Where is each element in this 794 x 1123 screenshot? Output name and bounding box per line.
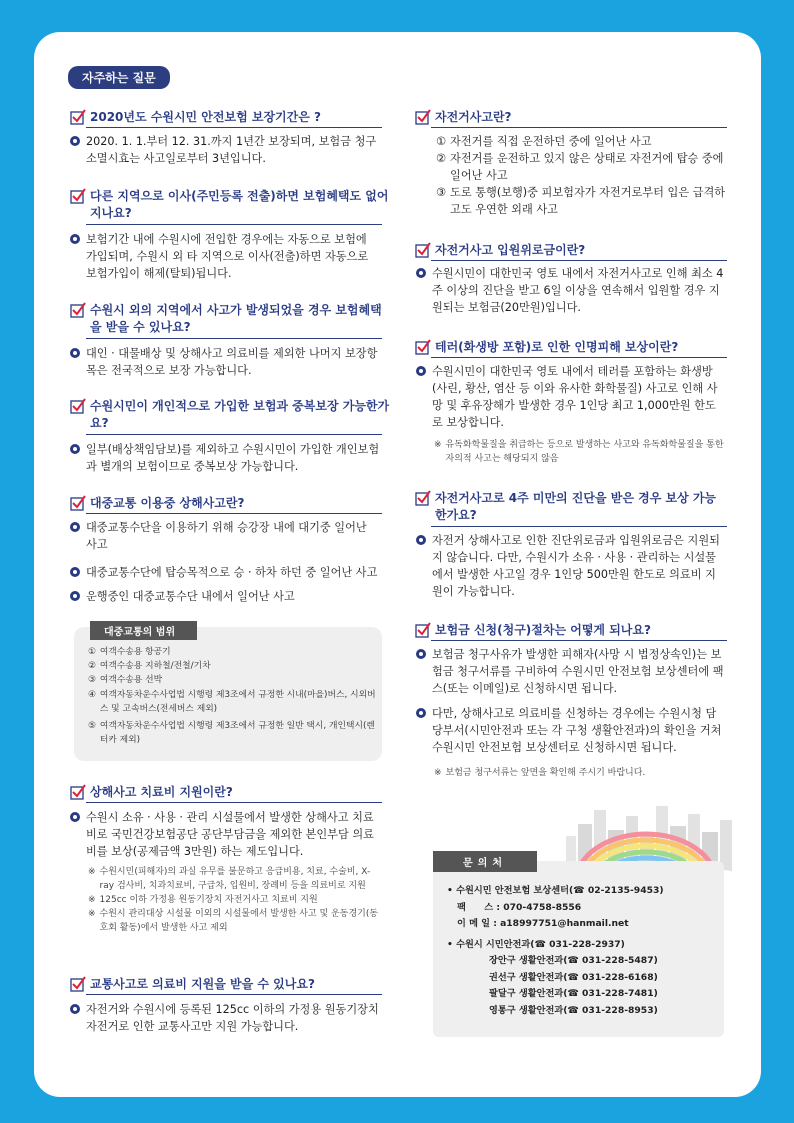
- scope-list: [88, 645, 378, 747]
- divider: [86, 994, 382, 995]
- answer: [70, 809, 380, 860]
- check-icon: [415, 490, 431, 506]
- list-item: ① 여객수송용 항공기: [88, 647, 171, 657]
- check-icon: [70, 495, 86, 511]
- divider: [431, 127, 727, 128]
- check-icon: [70, 302, 86, 318]
- contact-ward: 팔달구 생활안전과(☎ 031-228-7481): [489, 988, 658, 999]
- divider: [431, 260, 727, 261]
- list-item: ⑤ 여객자동차운수사업법 시행령 제3조에서 규정한 일반 택시, 개인택시(렌터카 제외): [88, 721, 375, 745]
- bullet-icon: [416, 649, 426, 659]
- answer-text: 대인 · 대물배상 및 상해사고 의료비를 제외한 나머지 보장항목은 전국적으로 보장 가능합니다.: [86, 347, 378, 377]
- answer: [70, 133, 380, 167]
- question-text: 수원시민이 개인적으로 가입한 보험과 중복보장 가능한가요?: [90, 399, 390, 430]
- check-icon: [415, 622, 431, 638]
- note: ※ 수원시민(피해자)의 과실 유무를 불문하고 응급비용, 치료, 수술비, X-ray 검사비, 치과치료비, 구급차, 입원비, 장례비 등을 의료비로 지원: [88, 867, 371, 891]
- divider: [431, 526, 727, 527]
- answer: [70, 1001, 380, 1035]
- divider: [431, 357, 727, 358]
- divider: [431, 640, 727, 641]
- answer: [70, 588, 380, 605]
- bullet-icon: [416, 268, 426, 278]
- answer-text: 대중교통수단에 탑승목적으로 승 · 하차 하던 중 일어난 사고: [86, 566, 378, 579]
- question-heading: [70, 398, 390, 432]
- contact-ward: 영통구 생활안전과(☎ 031-228-8953): [489, 1004, 658, 1016]
- bullet-icon: [70, 444, 80, 454]
- note: ※ 수원시 관리대상 시설물 이외의 시설물에서 발생한 사고 및 운동경기(동호회 활동)에서 발생한 사고 제외: [88, 909, 379, 933]
- divider: [86, 802, 382, 803]
- list-item: ③ 여객수송용 선박: [88, 675, 163, 685]
- note: ※ 125cc 이하 가정용 원동기장치 자전거사고 치료비 지원: [88, 895, 318, 905]
- page-sheet: [34, 32, 761, 1097]
- check-icon: [70, 398, 86, 414]
- answer: [416, 705, 726, 756]
- bullet-icon: [416, 535, 426, 545]
- answer: [70, 519, 380, 553]
- question-text: 자전거사고란?: [435, 110, 512, 124]
- question-text: 자전거사고로 4주 미만의 진단을 받은 경우 보상 가능한가요?: [435, 491, 717, 522]
- check-icon: [70, 109, 86, 125]
- divider: [86, 513, 382, 514]
- answer-text: 다만, 상해사고로 의료비를 신청하는 경우에는 수원시청 담당부서(시민안전과 또는 각 구청 생활안전과)의 확인을 거쳐 수원시민 안전보험 보상센터로 신청하시면 됩니다.: [432, 707, 722, 754]
- answer-text: 일부(배상책임담보)를 제외하고 수원시민이 가입한 개인보험과 별개의 보험이므로 중복보상 가능합니다.: [86, 443, 380, 473]
- question-heading: [70, 188, 390, 222]
- check-icon: [415, 242, 431, 258]
- contact-box: [433, 858, 724, 1037]
- transit-scope-box: [74, 627, 382, 761]
- contact-fax: 팩 스 : 070-4758-8556: [457, 901, 582, 913]
- question-heading: [70, 495, 390, 512]
- answer: [70, 441, 380, 475]
- contact-title: 문의처: [433, 851, 537, 872]
- note-list: [88, 865, 382, 935]
- answer: [416, 646, 726, 697]
- contact-ward: 권선구 생활안전과(☎ 031-228-6168): [489, 971, 658, 983]
- answer: [70, 564, 380, 581]
- question-heading: [415, 490, 725, 524]
- question-heading: [70, 784, 390, 801]
- answer-text: 수원시 소유 · 사용 · 관리 시설물에서 발생한 상해사고 치료비로 국민건강보험공단 공단부담금을 제외한 본인부담 의료비를 보상(공제금액 3만원) 하는 제도입니다.: [86, 811, 374, 858]
- question-text: 수원시 외의 지역에서 사고가 발생되었을 경우 보험혜택을 받을 수 있나요?: [90, 303, 382, 334]
- answer: [70, 345, 380, 379]
- check-icon: [415, 339, 431, 355]
- contact-center: • 수원시민 안전보험 보상센터(☎ 02-2135-9453): [447, 885, 664, 896]
- bullet-icon: [70, 591, 80, 601]
- answer-text: 자전거와 수원시에 등록된 125cc 이하의 가정용 원동기장치자전거로 인한 교통사고만 지원 가능합니다.: [86, 1003, 379, 1033]
- check-icon: [70, 188, 86, 204]
- question-text: 상해사고 치료비 지원이란?: [90, 785, 233, 799]
- question-heading: [70, 976, 390, 993]
- divider: [86, 224, 382, 225]
- bullet-icon: [70, 812, 80, 822]
- contact-email: 이 메 일 : a18997751@hanmail.net: [457, 918, 629, 929]
- question-heading: [415, 242, 725, 259]
- divider: [86, 338, 382, 339]
- question-heading: [415, 622, 725, 639]
- contact-list: [447, 883, 717, 1019]
- list-item: ④ 여객자동차운수사업법 시행령 제3조에서 규정한 시내(마을)버스, 시외버스 및 고속버스(전세버스 제외): [88, 690, 376, 714]
- answer: [416, 363, 726, 431]
- answer: [416, 532, 726, 600]
- list-item: ① 자전거를 직접 운전하던 중에 일어난 사고: [436, 135, 652, 148]
- divider: [86, 127, 382, 128]
- contact-ward: 장안구 생활안전과(☎ 031-228-5487): [489, 955, 658, 966]
- question-heading: [70, 109, 390, 126]
- answer-text: 수원시민이 대한민국 영토 내에서 자전거사고로 인해 최소 4주 이상의 진단을 받고 6일 이상을 연속해서 입원할 경우 지원되는 보험금(20만원)입니다.: [432, 267, 724, 314]
- answer-text: 보험기간 내에 수원시에 전입한 경우에는 자동으로 보험에 가입되며, 수원시 외 타 지역으로 이사(전출)하면 자동으로 보험가입이 해제(탈퇴)됩니다.: [86, 233, 369, 280]
- check-icon: [70, 784, 86, 800]
- question-text: 다른 지역으로 이사(주민등록 전출)하면 보험혜택도 없어지나요?: [90, 189, 389, 220]
- bullet-icon: [70, 567, 80, 577]
- question-text: 대중교통 이용중 상해사고란?: [90, 496, 245, 510]
- question-text: 자전거사고 입원위로금이란?: [435, 243, 586, 257]
- answer-text: 2020. 1. 1.부터 12. 31.까지 1년간 보장되며, 보험금 청구 소멸시효는 사고일로부터 3년입니다.: [86, 135, 377, 165]
- bullet-icon: [416, 708, 426, 718]
- answer: [70, 231, 380, 282]
- note: ※ 보험금 청구서류는 앞면을 확인해 주시기 바랍니다.: [434, 768, 646, 778]
- bullet-icon: [70, 234, 80, 244]
- check-icon: [70, 976, 86, 992]
- question-heading: [70, 302, 390, 336]
- answer: [416, 265, 726, 316]
- answer-text: 운행중인 대중교통수단 내에서 일어난 사고: [86, 590, 295, 603]
- contact-office: • 수원시 시민안전과(☎ 031-228-2937): [447, 938, 625, 950]
- note: ※ 유독화학물질을 취급하는 등으로 발생하는 사고와 유독화학물질을 통한 자의적 사고는 해당되지 않음: [434, 440, 724, 464]
- answer-text: 보험금 청구사유가 발생한 피해자(사망 시 법정상속인)는 보험금 청구서류를 구비하여 수원시민 안전보험 보상센터에 팩스(또는 이메일)로 신청하시면 됩니다.: [432, 648, 724, 695]
- bullet-icon: [70, 348, 80, 358]
- question-text: 교통사고로 의료비 지원을 받을 수 있나요?: [90, 977, 315, 991]
- bullet-icon: [70, 136, 80, 146]
- answer-text: 수원시민이 대한민국 영토 내에서 테러를 포함하는 화생방(사린, 황산, 염산 등 이와 유사한 화학물질) 사고로 인해 사망 및 후유장해가 발생한 경우 1인당 최고 1,000만원 한도로 보상합니다.: [432, 365, 718, 429]
- bullet-icon: [416, 366, 426, 376]
- scope-title: 대중교통의 범위: [90, 621, 197, 640]
- question-heading: [415, 109, 725, 126]
- divider: [86, 434, 382, 435]
- check-icon: [415, 109, 431, 125]
- numbered-list: [436, 133, 728, 218]
- bullet-icon: [70, 522, 80, 532]
- answer-text: 자전거 상해사고로 인한 진단위로금과 입원위로금은 지원되지 않습니다. 다만, 수원시가 소유 · 사용 · 관리하는 시설물에서 발생한 사고일 경우 1인당 500만원 한도로 의료비 지원이 가능합니다.: [432, 534, 720, 598]
- list-item: ③ 도로 통행(보행)중 피보험자가 자전거로부터 입은 급격하고도 우연한 외래 사고: [436, 186, 726, 216]
- question-heading: [415, 339, 725, 356]
- faq-badge: 자주하는 질문: [68, 66, 170, 89]
- bullet-icon: [70, 1004, 80, 1014]
- answer-text: 대중교통수단을 이용하기 위해 승강장 내에 대기중 일어난 사고: [86, 521, 367, 551]
- question-text: 테러(화생방 포함)로 인한 인명피해 보상이란?: [435, 340, 679, 354]
- question-text: 보험금 신청(청구)절차는 어떻게 되나요?: [435, 623, 651, 637]
- list-item: ② 자전거를 운전하고 있지 않은 상태로 자전거에 탑승 중에 일어난 사고: [436, 152, 724, 182]
- question-text: 2020년도 수원시민 안전보험 보장기간은 ?: [90, 110, 321, 124]
- list-item: ② 여객수송용 지하철/전철/기차: [88, 661, 211, 671]
